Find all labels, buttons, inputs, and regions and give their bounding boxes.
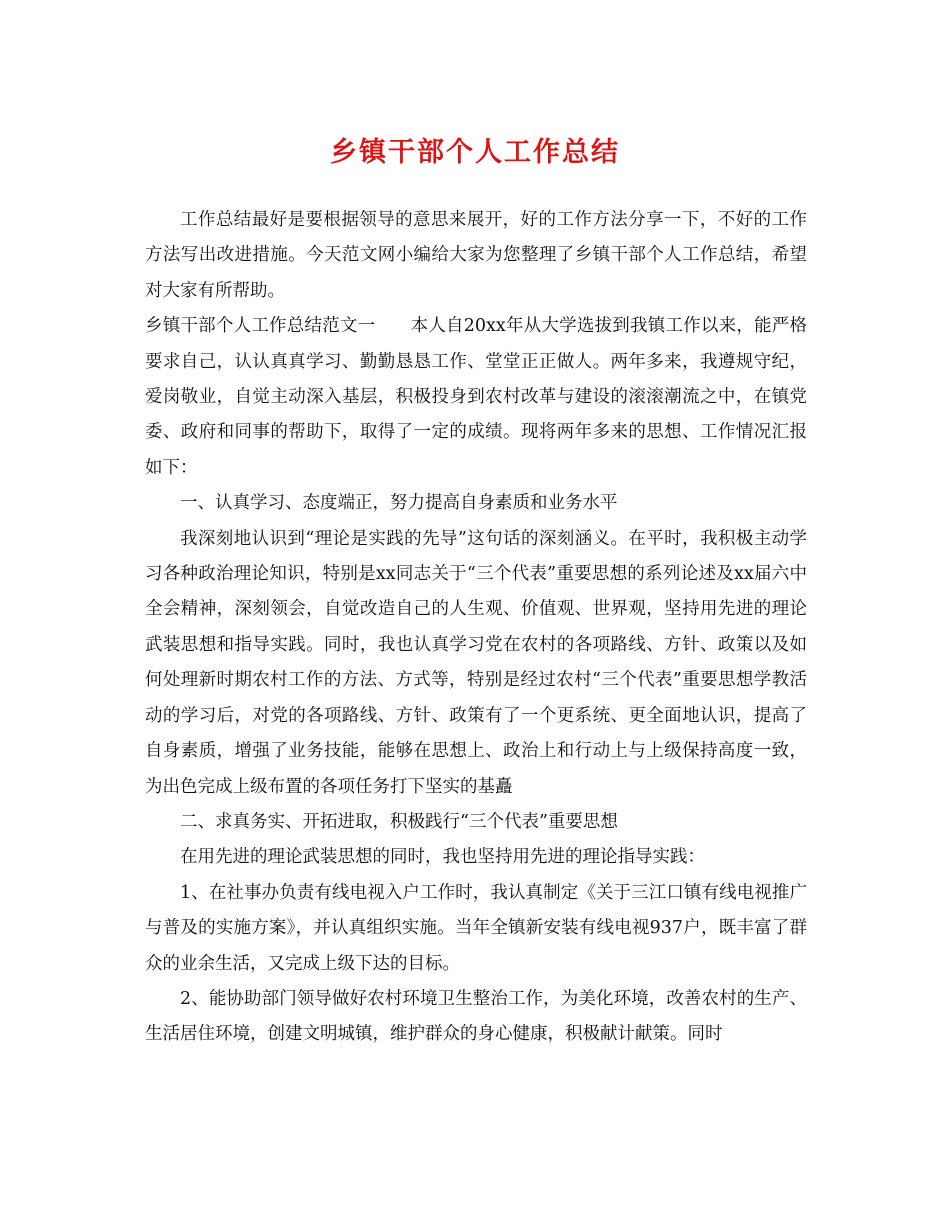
paragraph-item-2: 2、能协助部门领导做好农村环境卫生整治工作，为美化环境，改善农村的生产、生活居住环境，创建文明城镇，维护群众的身心健康，积极献计献策。同时	[145, 988, 807, 1045]
heading-part-one: 一、认真学习、态度端正，努力提高自身素质和业务水平	[180, 493, 618, 514]
paragraph-item-1: 1、在社事办负责有线电视入户工作时，我认真制定《关于三江口镇有线电视推广与普及的实施方案》，并认真组织实施。当年全镇新安装有线电视937户，既丰富了群众的业余生活，又完成上级下达的目标。	[145, 882, 807, 974]
paragraph-study: 我深刻地认识到“理论是实践的先导”这句话的深刻涵义。在平时，我积极主动学习各种政治理论知识，特别是xx同志关于“三个代表”重要思想的系列论述及xx届六中全会精神，深刻领会，自觉改造自己的人生观、价值观、世界观，坚持用先进的理论武装思想和指导实践。同时，我也认真学习党在农村的各项路线、方针、政策以及如何处理新时期农村工作的方法、方式等，特别是经过农村“三个代表”重要思想学教活动的学习后，对党的各项路线、方针、政策有了一个更系统、更全面地认识，提高了自身素质，增强了业务技能，能够在思想上、政治上和行动上与上级保持高度一致，为出色完成上级布置的各项任务打下坚实的基矗	[145, 528, 807, 797]
section-heading: 乡镇干部个人工作总结范文一	[145, 316, 376, 337]
heading-part-two: 二、求真务实、开拓进取，积极践行“三个代表”重要思想	[180, 811, 618, 832]
paragraph-practice: 在用先进的理论武装思想的同时，我也坚持用先进的理论指导实践：	[180, 847, 705, 868]
page-title: 乡镇干部个人工作总结	[330, 137, 620, 168]
paragraph-text: 本人自20xx年从大学选拔到我镇工作以来，能严格要求自己，认认真真学习、勤勤恳恳工作、堂堂正正做人。两年多来，我遵规守纪，爱岗敬业，自觉主动深入基层，积极投身到农村改革与建设的滚滚潮流之中，在镇党委、政府和同事的帮助下，取得了一定的成绩。现将两年多来的思想、工作情况汇报如下：	[145, 316, 808, 478]
paragraph-intro: 工作总结最好是要根据领导的意思来展开，好的工作方法分享一下，不好的工作方法写出改进措施。今天范文网小编给大家为您整理了乡镇干部个人工作总结，希望对大家有所帮助。	[145, 210, 807, 301]
document-body	[145, 203, 807, 1053]
paragraph-section-one	[145, 309, 807, 486]
